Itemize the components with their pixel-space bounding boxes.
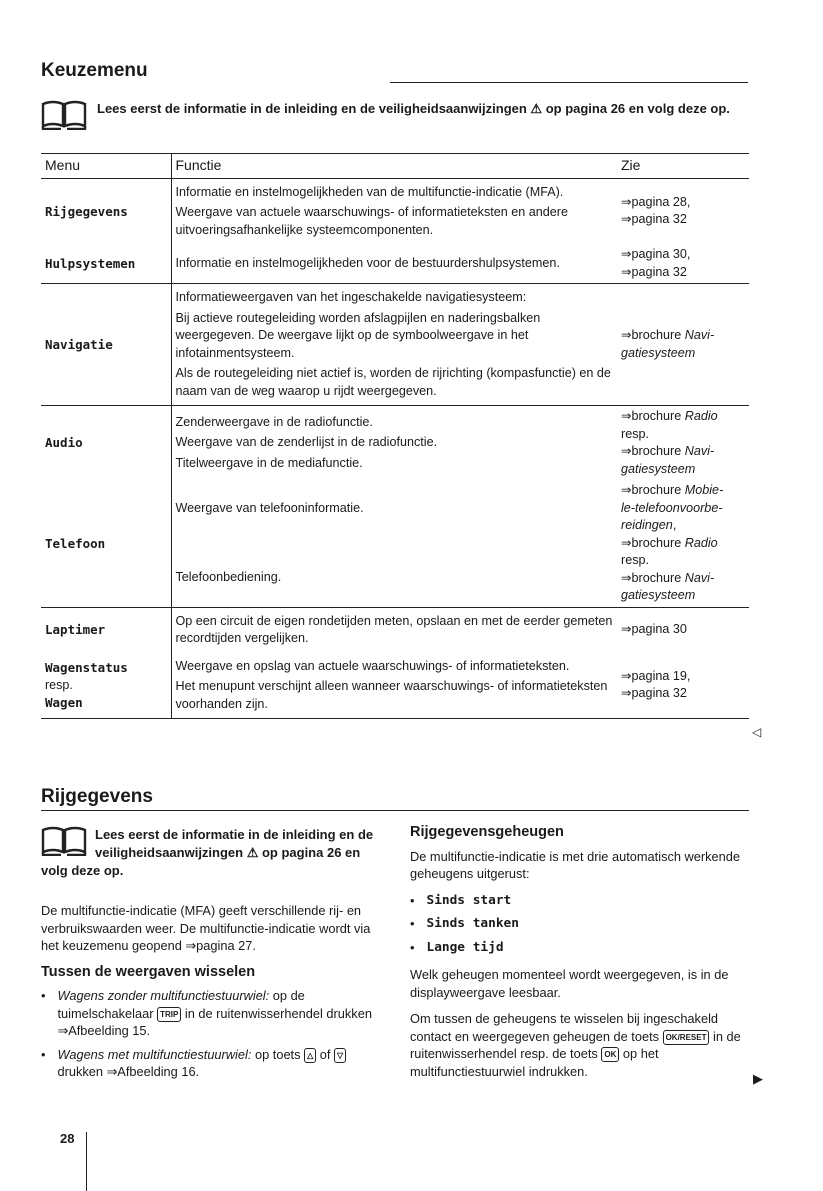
reference-line [621, 246, 745, 264]
table-row [41, 653, 749, 719]
functie-cell [171, 244, 617, 284]
ok-key-icon: OK [601, 1047, 619, 1062]
menu-cell [41, 607, 171, 653]
book-icon [41, 826, 87, 856]
table-row [41, 406, 749, 481]
reference-part: ⇒brochure [621, 409, 685, 423]
reference-part: Navi- [684, 328, 715, 342]
zie-cell [617, 284, 749, 406]
reference-line [621, 211, 745, 229]
functie-text: Informatie en instelmogelijkheden voor de bestuurdershulpsystemen. [175, 255, 560, 270]
reference-line [621, 535, 745, 553]
reference-part: Mobie- [684, 483, 724, 497]
switch-memory-text [410, 1010, 750, 1080]
menu-label: Navigatie [45, 336, 113, 352]
reference-line [621, 426, 745, 444]
reference-line [621, 685, 745, 703]
functie-text: Weergave en opslag van actuele waarschuwings- of informatieteksten. [175, 658, 570, 673]
functie-text: Informatieweergaven van het ingeschakelde navigatiesysteem: [175, 290, 527, 304]
book-icon [41, 100, 87, 130]
menu-cell [41, 244, 171, 284]
menu-cell [41, 178, 171, 244]
continue-arrow-icon: ▶ [753, 1071, 763, 1086]
functie-text: Informatie en instelmogelijkheden van de multifunctie-indicatie (MFA). [175, 184, 564, 199]
reference-part: Radio [684, 409, 718, 423]
reference-part: ⇒pagina 32 [621, 212, 687, 227]
reference-line [621, 587, 745, 605]
memory-item: Sinds start [426, 892, 512, 908]
switch-text-b: in de ruitenwisserhendel resp. de toets [410, 1028, 741, 1061]
reference-part: ⇒brochure [621, 444, 685, 458]
table-row [41, 284, 749, 406]
menu-label: Audio [45, 435, 83, 451]
table-row [41, 607, 749, 653]
bullet2-text-2: of [316, 1046, 335, 1062]
functie-text: Weergave van telefooninformatie. [175, 500, 364, 515]
reference-part: ⇒pagina 28, [621, 194, 691, 209]
reference-line [621, 408, 745, 426]
functie-text: Zenderweergave in de radiofunctie. [175, 414, 373, 429]
functie-cell [171, 607, 617, 653]
functie-text: Weergave van actuele waarschuwings- of informatieteksten en andere uitvoeringsafhankelijke systeemcomponenten. [175, 205, 568, 237]
zie-cell [617, 406, 749, 481]
menu-label: Laptimer [45, 622, 106, 638]
right-column: Rijgegevensgeheugen De multifunctie-indicatie is met drie automatisch werkende geheugens uitgerust: • Sinds start • Sinds tanken • Lange tijd Welk geheugen momenteel wordt weergegeven, is in de displayweergave leesbaar. Om tussen de geheugens te wisselen bij ingeschakeld contact en weergegeven geheugen de toets OK/RESET in de ruitenwisserhendel resp. de toets OK op het multifunctiestuurwiel indrukken. [410, 824, 750, 1089]
reference-part: resp. [621, 553, 649, 567]
functie-text: Het menupunt verschijnt alleen wanneer waarschuwings- of informatieteksten voorhanden zijn. [175, 679, 608, 711]
bullet2-text: op toets [251, 1046, 305, 1062]
reference-part: ⇒brochure [621, 328, 685, 342]
reference-part: Radio [684, 535, 718, 550]
reference-part: reidingen [621, 518, 673, 532]
reference-line [621, 570, 745, 588]
functie-text: Op een circuit de eigen rondetijden meten, opslaan en met de eerder gemeten recordtijden vergelijken. [175, 613, 613, 645]
reference-line [621, 345, 745, 363]
reference-line [621, 264, 745, 282]
bullet-item: • Wagens zonder multifunctiestuurwiel: op de tuimelschakelaar TRIP in de ruitenwisserhendel drukken ⇒Afbeelding 15. [41, 988, 372, 1038]
page-margin-line [86, 1132, 87, 1191]
bullet-item: • Wagens met multifunctiestuurwiel: op toets △ of ▽ drukken ⇒Afbeelding 16. [41, 1046, 377, 1081]
bullet1-text: op de tuimelschakelaar [57, 988, 305, 1021]
table-row [41, 178, 749, 244]
reference-line [621, 621, 745, 639]
zie-cell [617, 607, 749, 653]
switch-text-c: op het multifunctiestuurwiel indrukken. [410, 1046, 659, 1079]
functie-cell [171, 178, 617, 244]
reference-part: le-telefoonvoorbe- [621, 500, 723, 515]
reference-part: gatiesysteem [621, 345, 696, 360]
zie-cell [617, 480, 749, 607]
reference-line [621, 482, 745, 500]
reference-part: ⇒brochure [621, 535, 685, 550]
bullet1-italic: Wagens zonder multifunctiestuurwiel: [57, 988, 270, 1003]
bullet1-text-2: in de ruitenwisserhendel drukken ⇒Afbeelding 15. [57, 1005, 372, 1038]
header-zie: Zie [617, 154, 749, 179]
table-row [41, 244, 749, 284]
title-rule-2 [41, 810, 749, 811]
memory-item: Lange tijd [426, 939, 504, 955]
reference-line [621, 443, 745, 461]
menu-table [41, 153, 749, 719]
reference-part: Navi- [684, 570, 715, 585]
functie-text: Bij actieve routegeleiding worden afslagpijlen en naderingsbalken weergegeven. De weergave lijkt op de symboolweergave in het infotainmentsysteem. [175, 310, 541, 360]
reference-line [621, 194, 745, 212]
title-rule [390, 82, 748, 83]
switch-heading: Tussen de weergaven wisselen [41, 963, 256, 980]
reference-part: resp. [621, 426, 649, 441]
trip-key-icon: TRIP [157, 1007, 181, 1022]
zie-cell [617, 244, 749, 284]
safety-note-text: Lees eerst de informatie in de inleiding en de veiligheidsaanwijzingen ⚠ op pagina 26 en volg deze op. [97, 101, 730, 116]
reference-part: gatiesysteem [621, 588, 696, 602]
functie-text: Weergave van de zenderlijst in de radiofunctie. [175, 435, 438, 450]
reference-line [621, 668, 745, 686]
page-number: 28 [60, 1131, 75, 1146]
reference-line [621, 500, 745, 518]
reference-part: ⇒pagina 19, [621, 668, 691, 683]
switch-text-a: Om tussen de geheugens te wisselen bij ingeschakeld contact en weergegeven geheugen de toets [410, 1011, 719, 1044]
reference-part: ⇒brochure [621, 570, 685, 585]
table-row [41, 480, 749, 607]
menu-label: Wagenstatus [45, 660, 128, 675]
memory-intro: De multifunctie-indicatie is met drie automatisch werkende geheugens uitgerust: [410, 848, 741, 881]
ok-reset-key-icon: OK/RESET [663, 1030, 710, 1045]
functie-text: Als de routegeleiding niet actief is, worden de rijrichting (kompasfunctie) en de naam van de weg waarop u rijdt weergegeven. [175, 366, 611, 398]
reference-part: , [672, 518, 677, 532]
zie-cell [617, 653, 749, 719]
functie-cell [171, 284, 617, 406]
menu-label: Rijgegevens [45, 203, 128, 219]
menu-label: resp. [45, 677, 73, 692]
reference-line [621, 552, 745, 570]
reference-part: gatiesysteem [621, 461, 696, 476]
menu-label: Telefoon [45, 535, 106, 551]
zie-cell [617, 178, 749, 244]
functie-cell [171, 653, 617, 719]
safety-note [41, 100, 741, 130]
menu-cell [41, 284, 171, 406]
down-key-icon: ▽ [334, 1048, 346, 1063]
reference-part: ⇒brochure [621, 483, 685, 497]
reference-line [621, 327, 745, 345]
reference-line [621, 517, 745, 535]
functie-text: Titelweergave in de mediafunctie. [175, 455, 363, 470]
continued-back-icon: ◁ [752, 725, 762, 739]
menu-label: Wagen [45, 695, 83, 710]
menu-cell [41, 653, 171, 719]
memory-shown-text: Welk geheugen momenteel wordt weergegeven, is in de displayweergave leesbaar. [410, 967, 729, 1000]
memory-heading: Rijgegevensgeheugen [410, 824, 564, 840]
reference-part: Navi- [684, 444, 715, 458]
functie-text: Telefoonbediening. [175, 570, 282, 585]
left-column [41, 826, 377, 1087]
header-functie: Functie [171, 154, 617, 179]
memory-item: Sinds tanken [426, 916, 519, 931]
intro-text: De multifunctie-indicatie (MFA) geeft verschillende rij- en verbruikswaarden weer. De multifunctie-indicatie wordt via het keuzemenu geopend ⇒pagina 27. [41, 903, 371, 953]
menu-cell [41, 406, 171, 481]
safety-note-2-text: Lees eerst de informatie in de inleiding en de veiligheidsaanwijzingen ⚠ op pagina 26 en volg deze op. [41, 827, 374, 878]
up-key-icon: △ [304, 1048, 316, 1063]
reference-part: ⇒pagina 30 [621, 622, 687, 637]
safety-note-2 [41, 826, 377, 880]
section-title-keuzemenu: Keuzemenu [41, 60, 148, 81]
section-title-rijgegevens: Rijgegevens [41, 786, 153, 807]
functie-cell [171, 406, 617, 481]
header-menu: Menu [41, 154, 171, 179]
menu-label: Hulpsystemen [45, 255, 136, 271]
reference-line [621, 461, 745, 479]
functie-cell [171, 480, 617, 607]
bullet2-italic: Wagens met multifunctiestuurwiel: [57, 1046, 252, 1062]
menu-cell [41, 480, 171, 607]
reference-part: ⇒pagina 30, [621, 247, 691, 261]
reference-part: ⇒pagina 32 [621, 264, 687, 279]
bullet2-text-3: drukken ⇒Afbeelding 16. [57, 1064, 200, 1079]
reference-part: ⇒pagina 32 [621, 686, 687, 701]
